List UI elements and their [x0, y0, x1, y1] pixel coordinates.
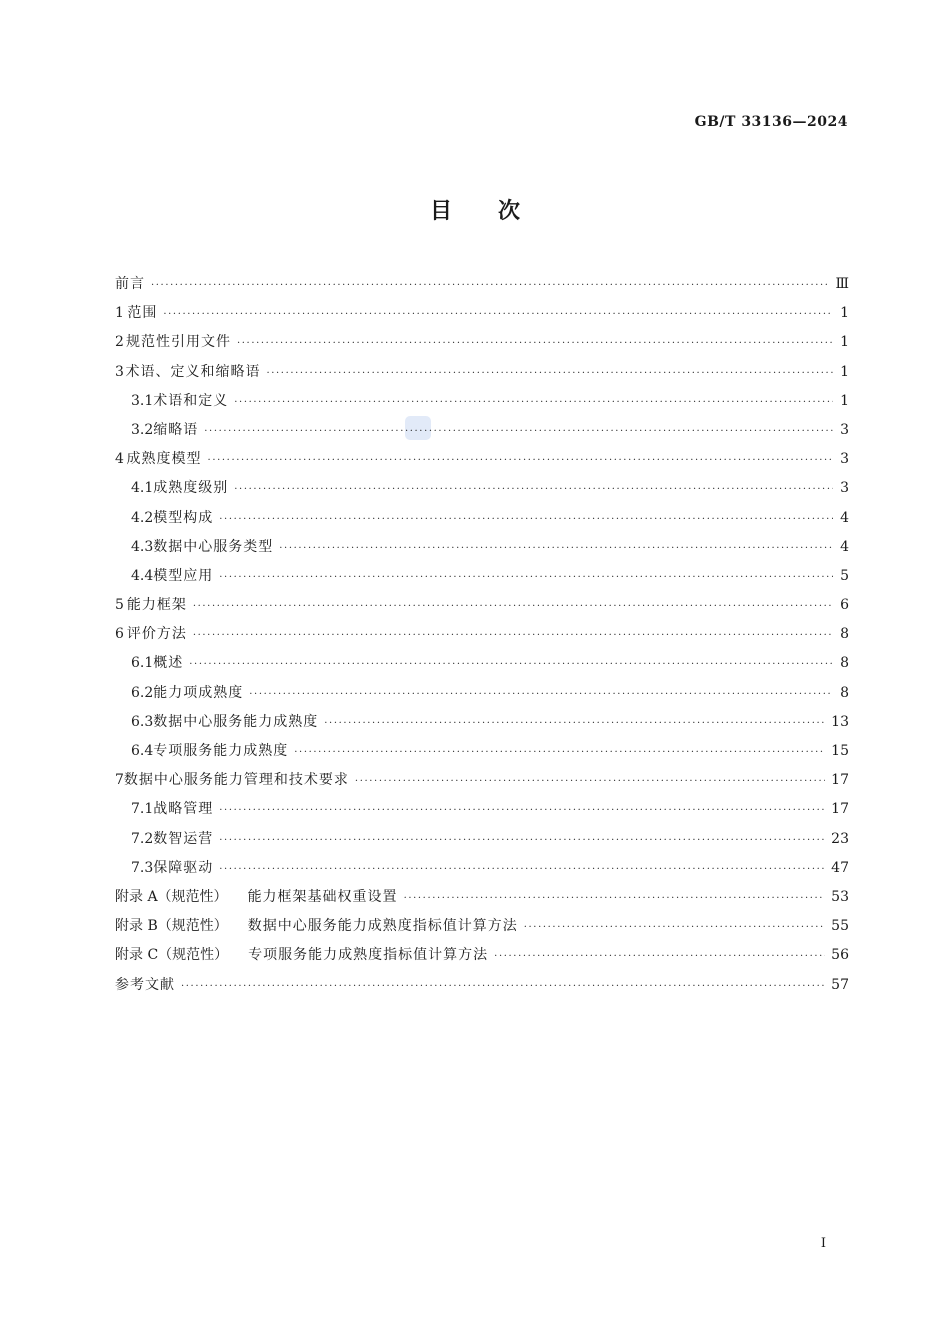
toc-entry-label: 成熟度级别 [153, 480, 229, 497]
toc-entry[interactable] [115, 591, 849, 620]
toc-entry-page: 6 [840, 597, 849, 614]
standard-code: GB/T 33136—2024 [694, 114, 848, 130]
toc-entry-page: 17 [831, 772, 849, 789]
toc-leader-dots [324, 709, 825, 738]
toc-entry[interactable] [115, 766, 849, 795]
toc-entry[interactable] [115, 708, 849, 737]
toc-entry[interactable] [115, 854, 849, 883]
toc-entry-label: 模型构成 [153, 509, 214, 526]
toc-entry[interactable] [115, 358, 849, 387]
toc-entry[interactable] [115, 416, 849, 445]
toc-entry[interactable] [115, 883, 849, 912]
toc-entry-label: 范围 [127, 305, 158, 322]
toc-entry-page: 53 [831, 888, 849, 905]
toc-entry[interactable] [115, 795, 849, 824]
toc-leader-dots [234, 388, 833, 417]
toc-entry[interactable] [115, 562, 849, 591]
toc-entry-label: 数智运营 [153, 830, 214, 847]
toc-entry-number: 4.4 [131, 567, 154, 584]
toc-entry[interactable] [115, 270, 849, 299]
toc-entry[interactable] [115, 504, 849, 533]
toc-entry[interactable] [115, 533, 849, 562]
toc-entry-page: 5 [840, 567, 849, 584]
toc-leader-dots [404, 884, 826, 913]
toc-entry[interactable] [115, 620, 849, 649]
toc-leader-dots [219, 855, 825, 884]
toc-entry-number: 7.2 [131, 830, 154, 847]
toc-entry-number: 6.1 [131, 655, 154, 672]
toc-entry-label: 参考文献 [115, 976, 175, 993]
toc-entry-number: 附录 C（规范性） [115, 947, 229, 964]
toc-entry-page: 55 [831, 918, 849, 935]
toc-entry[interactable] [115, 328, 849, 357]
toc-leader-dots [249, 680, 833, 709]
toc-entry-label: 概述 [153, 655, 184, 672]
toc-entry-page: 3 [840, 421, 849, 438]
toc-leader-dots [266, 359, 833, 388]
toc-entry-number: 3.1 [131, 392, 154, 409]
toc-entry-label: 能力框架 [126, 597, 187, 614]
toc-entry-page: 15 [831, 743, 849, 759]
toc-entry-number: 6 [115, 626, 124, 643]
toc-leader-dots [494, 942, 825, 971]
toc-leader-dots [237, 329, 833, 358]
toc-entry-number: 附录 B（规范性） [115, 918, 228, 935]
toc-entry[interactable] [115, 941, 849, 970]
toc-entry-page: 1 [840, 334, 849, 351]
toc-entry-number: 4.3 [131, 538, 154, 555]
page-title [0, 194, 950, 225]
toc-entry-label: 规范性引用文件 [126, 334, 231, 351]
toc-entry-number: 6.4 [131, 743, 154, 759]
toc-entry[interactable] [115, 825, 849, 854]
toc-entry-number: 4 [115, 451, 124, 468]
toc-leader-dots [193, 621, 833, 650]
toc-entry-label: 能力项成熟度 [153, 684, 244, 701]
toc-entry-label: 专项服务能力成熟度 [153, 743, 289, 759]
toc-entry-page: 13 [831, 713, 849, 730]
toc-entry-page: 23 [831, 830, 849, 847]
toc-leader-dots [219, 505, 833, 534]
toc-entry[interactable] [115, 445, 849, 474]
toc-leader-dots [294, 738, 825, 767]
toc-entry-page: 1 [840, 392, 849, 409]
toc-leader-dots [151, 271, 829, 300]
toc-entry[interactable] [115, 679, 849, 708]
toc-leader-dots [189, 650, 833, 679]
toc-entry-page: 8 [840, 626, 849, 643]
toc-entry-page: 3 [840, 451, 849, 468]
toc-entry-number: 6.2 [131, 684, 154, 701]
toc-entry-label: 专项服务能力成熟度指标值计算方法 [248, 947, 489, 964]
toc-entry-label: 数据中心服务能力成熟度指标值计算方法 [247, 918, 518, 935]
toc-leader-dots [204, 417, 833, 446]
toc-entry-number: 3.2 [131, 421, 154, 438]
toc-leader-dots [181, 972, 825, 1001]
toc-leader-dots [524, 913, 825, 942]
toc-entry-page: 1 [840, 305, 849, 322]
toc-entry-label: 数据中心服务能力成熟度 [153, 713, 319, 730]
toc-entry-page: 8 [840, 655, 849, 672]
toc-entry-label: 术语和定义 [153, 392, 229, 409]
toc-leader-dots [208, 446, 833, 475]
toc-entry[interactable] [115, 912, 849, 941]
toc-entry-number: 2 [115, 334, 124, 351]
toc-entry-label: 缩略语 [153, 421, 199, 438]
toc-entry-label: 成熟度模型 [126, 451, 202, 468]
title-char-1: 目 [429, 199, 452, 224]
toc-leader-dots [219, 826, 825, 855]
toc-entry-number: 7.1 [131, 801, 154, 818]
table-of-contents [115, 270, 849, 1000]
toc-entry-number: 4.2 [131, 509, 154, 526]
toc-entry-number: 3 [115, 363, 124, 380]
toc-entry-number: 6.3 [131, 713, 154, 730]
toc-entry-label: 能力框架基础权重设置 [247, 888, 398, 905]
toc-entry-page: 17 [831, 801, 849, 818]
toc-entry-label: 模型应用 [153, 567, 214, 584]
toc-entry-page: 47 [831, 859, 849, 876]
toc-leader-dots [219, 796, 825, 825]
toc-entry-label: 战略管理 [153, 801, 214, 818]
toc-entry[interactable] [115, 299, 849, 328]
toc-entry[interactable] [115, 971, 849, 1000]
toc-entry-number: 5 [115, 597, 124, 614]
toc-entry-number: 1 [115, 305, 124, 322]
toc-leader-dots [219, 563, 833, 592]
page-number: I [820, 1236, 826, 1251]
toc-entry-page: 1 [840, 363, 849, 380]
toc-entry-page: Ⅲ [835, 276, 849, 292]
toc-entry-label: 数据中心服务能力管理和技术要求 [123, 772, 349, 789]
toc-leader-dots [355, 767, 825, 796]
toc-entry[interactable] [115, 649, 849, 678]
toc-leader-dots [193, 592, 833, 621]
toc-entry[interactable] [115, 737, 849, 766]
toc-leader-dots [279, 534, 833, 563]
toc-entry-label: 前言 [115, 276, 145, 292]
toc-entry-label: 保障驱动 [153, 859, 214, 876]
toc-entry-number: 附录 A（规范性） [115, 888, 228, 905]
toc-entry-label: 数据中心服务类型 [153, 538, 274, 555]
title-char-2: 次 [498, 199, 521, 224]
toc-entry-page: 8 [840, 684, 849, 701]
toc-leader-dots [163, 300, 833, 329]
toc-entry-number: 7 [115, 772, 124, 789]
toc-entry-label: 评价方法 [126, 626, 187, 643]
toc-entry-label: 术语、定义和缩略语 [125, 363, 261, 380]
toc-entry[interactable] [115, 387, 849, 416]
toc-leader-dots [234, 475, 833, 504]
toc-entry-page: 57 [831, 976, 849, 993]
toc-entry-page: 3 [840, 480, 849, 497]
toc-entry-number: 7.3 [131, 859, 154, 876]
toc-entry-page: 56 [831, 947, 849, 964]
toc-entry[interactable] [115, 474, 849, 503]
toc-entry-page: 4 [840, 509, 849, 526]
toc-entry-page: 4 [840, 538, 849, 555]
toc-entry-number: 4.1 [131, 480, 154, 497]
